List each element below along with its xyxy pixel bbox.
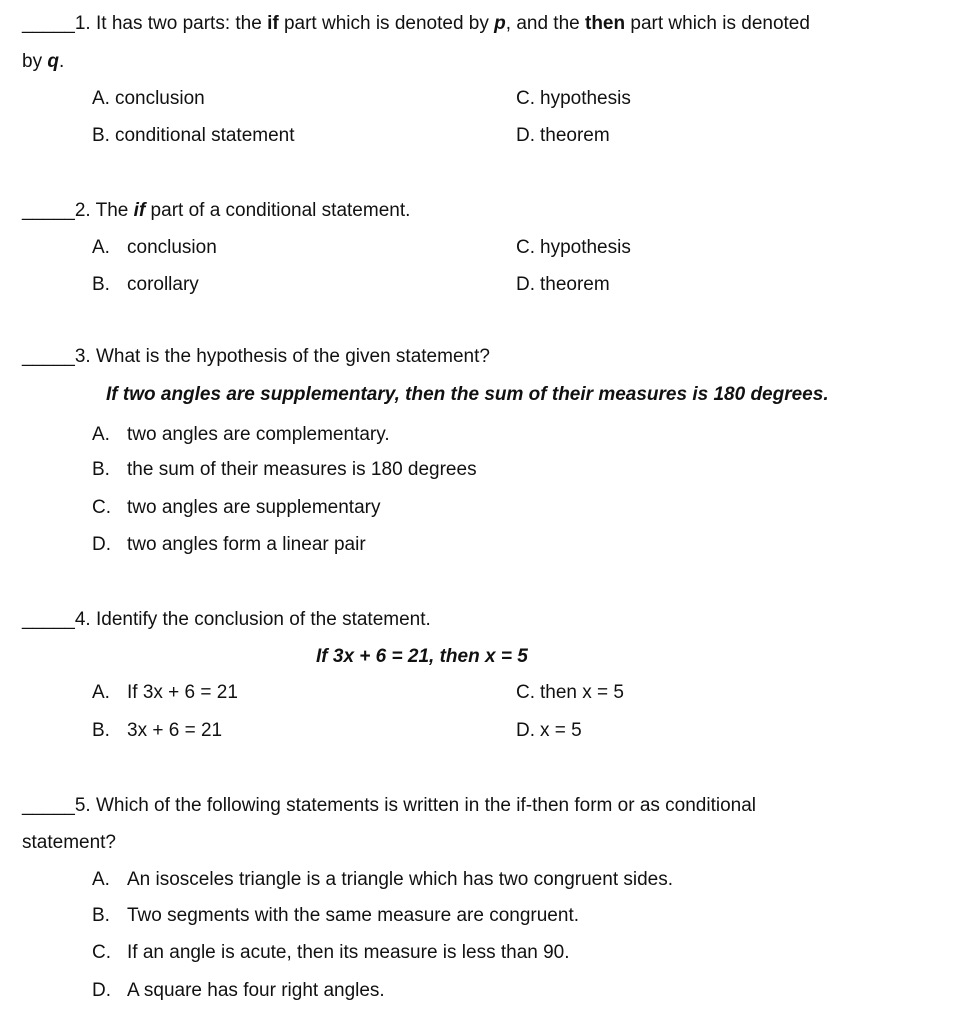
option-key: A. <box>92 237 110 258</box>
text: Which of the following statements is written in the if-then form or as conditional <box>90 795 757 816</box>
option-text: Two segments with the same measure are congruent. <box>127 905 580 926</box>
option-d[interactable] <box>516 720 582 742</box>
text: , and the <box>505 13 585 34</box>
option-a[interactable] <box>92 88 205 110</box>
option-d[interactable] <box>92 534 366 556</box>
question-number: 3. <box>74 346 91 367</box>
option-b[interactable] <box>92 125 295 147</box>
question-number: 1. <box>74 13 91 34</box>
answer-blank[interactable]: _____ <box>22 346 75 367</box>
answer-blank[interactable]: _____ <box>22 795 75 816</box>
question-1-cont <box>22 51 64 73</box>
option-key: A. <box>92 869 110 890</box>
question-4 <box>22 609 431 631</box>
question-number: 4. <box>74 609 91 630</box>
option-text: If an angle is acute, then its measure is less than 90. <box>127 942 570 963</box>
answer-blank[interactable]: _____ <box>22 13 75 34</box>
option-text: theorem <box>540 274 610 295</box>
option-key: B. <box>92 905 110 926</box>
option-key: B. <box>92 274 110 295</box>
option-key: D. <box>516 720 535 741</box>
option-text: two angles are complementary. <box>127 424 390 445</box>
option-d[interactable] <box>92 980 385 1002</box>
text: p <box>494 13 506 34</box>
option-d[interactable] <box>516 274 610 296</box>
option-text: conclusion <box>114 88 205 109</box>
text: part which is denoted <box>625 13 810 34</box>
option-text: conclusion <box>127 237 217 258</box>
text: if <box>133 200 146 221</box>
option-key: D. <box>92 534 111 555</box>
option-c[interactable] <box>516 682 624 704</box>
option-text: An isosceles triangle is a triangle which has two congruent sides. <box>127 869 674 890</box>
option-a[interactable] <box>92 869 673 891</box>
option-key: D. <box>92 980 111 1001</box>
text: if <box>267 13 279 34</box>
text: What is the hypothesis of the given statement? <box>90 346 490 367</box>
option-key: A. <box>92 88 110 109</box>
text: then <box>585 13 626 34</box>
option-text: the sum of their measures is 180 degrees <box>127 459 477 480</box>
given-statement: If 3x + 6 = 21, then x = 5 <box>316 646 528 667</box>
text: Identify the conclusion of the statement. <box>90 609 431 630</box>
option-key: C. <box>516 682 535 703</box>
option-a[interactable] <box>92 237 217 259</box>
option-d[interactable] <box>516 125 610 147</box>
text: It has two parts: the <box>90 13 268 34</box>
option-key: D. <box>516 274 535 295</box>
option-c[interactable] <box>92 497 380 519</box>
option-key: A. <box>92 682 110 703</box>
text: part which is denoted by <box>278 13 495 34</box>
text: by <box>22 51 48 72</box>
option-text: conditional statement <box>114 125 295 146</box>
option-a[interactable] <box>92 682 238 704</box>
question-1 <box>22 13 810 35</box>
option-text: corollary <box>127 274 199 295</box>
option-key: B. <box>92 125 110 146</box>
option-text: If 3x + 6 = 21 <box>127 682 238 703</box>
text: part of a conditional statement. <box>145 200 411 221</box>
option-key: C. <box>92 942 111 963</box>
text: . <box>58 51 65 72</box>
option-b[interactable] <box>92 905 579 927</box>
question-3 <box>22 346 490 368</box>
option-text: x = 5 <box>540 720 582 741</box>
question-5 <box>22 795 756 817</box>
option-text: two angles are supplementary <box>127 497 381 518</box>
option-key: D. <box>516 125 535 146</box>
option-text: hypothesis <box>540 237 631 258</box>
option-key: B. <box>92 459 110 480</box>
question-2 <box>22 200 410 222</box>
option-c[interactable] <box>516 88 631 110</box>
question-5-cont: statement? <box>22 832 116 853</box>
option-text: then x = 5 <box>540 682 624 703</box>
option-a[interactable] <box>92 424 390 446</box>
option-c[interactable] <box>516 237 631 259</box>
option-key: A. <box>92 424 110 445</box>
question-number: 2. <box>74 200 91 221</box>
option-text: hypothesis <box>540 88 631 109</box>
text: The <box>90 200 134 221</box>
option-text: A square has four right angles. <box>127 980 385 1001</box>
option-key: C. <box>92 497 111 518</box>
answer-blank[interactable]: _____ <box>22 609 75 630</box>
option-key: C. <box>516 237 535 258</box>
question-number: 5. <box>74 795 91 816</box>
given-statement: If two angles are supplementary, then the sum of their measures is 180 degrees. <box>106 384 829 405</box>
option-b[interactable] <box>92 274 199 296</box>
option-c[interactable] <box>92 942 570 964</box>
answer-blank[interactable]: _____ <box>22 200 75 221</box>
option-key: B. <box>92 720 110 741</box>
option-key: C. <box>516 88 535 109</box>
option-text: 3x + 6 = 21 <box>127 720 223 741</box>
option-b[interactable] <box>92 720 222 742</box>
option-text: two angles form a linear pair <box>127 534 366 555</box>
option-b[interactable] <box>92 459 477 481</box>
text: q <box>47 51 59 72</box>
option-text: theorem <box>540 125 610 146</box>
